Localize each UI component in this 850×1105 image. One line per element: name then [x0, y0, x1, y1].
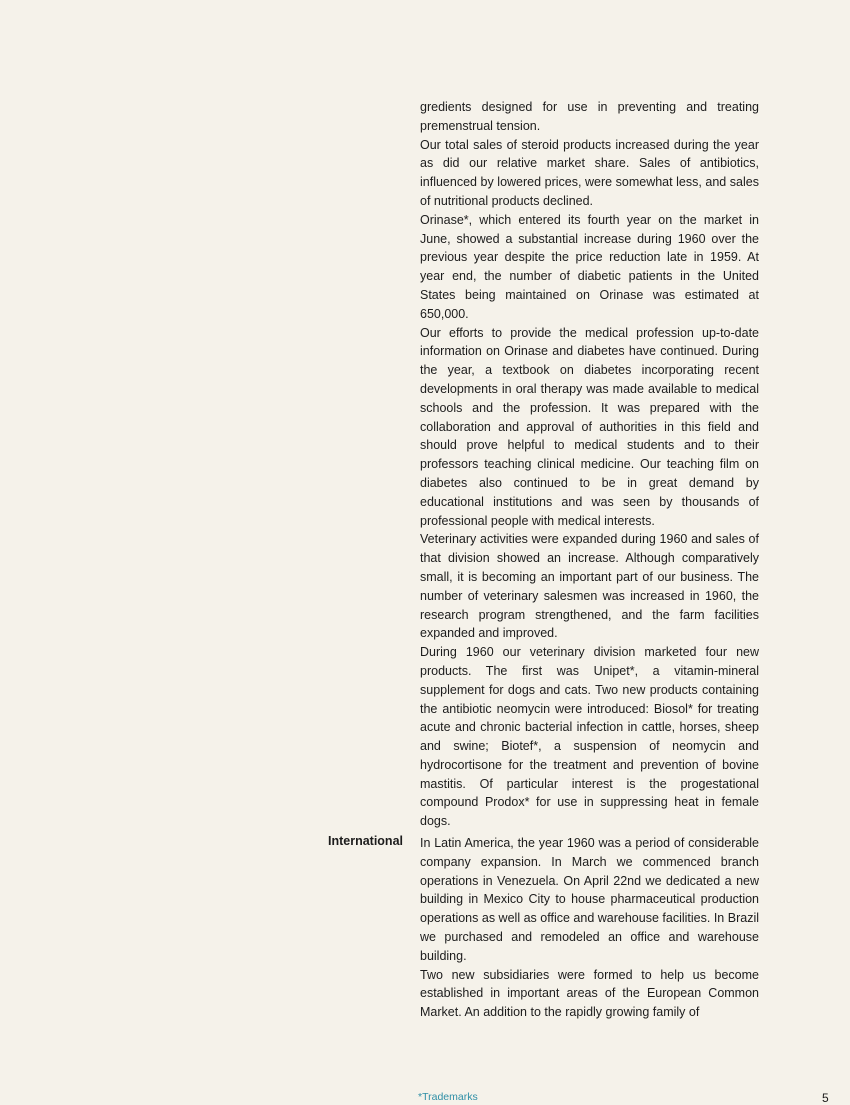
body-column-top — [420, 98, 759, 831]
paragraph-european-subsidiaries: Two new subsidiaries were formed to help us become established in important areas of the European Common Market. An addition to the rapidly growing family of — [420, 967, 759, 1020]
paragraph-veterinary-activities: Veterinary activities were expanded during 1960 and sales of that division showed an increase. Although comparatively small, it is becoming an important part of our business. The number of veterinary salesmen was increased in 1960, the research program strengthened, and the farm facilities expanded and improved. — [420, 532, 759, 641]
paragraph-veterinary-products: During 1960 our veterinary division marketed four new products. The first was Unipet*, a vitamin-mineral supplement for dogs and cats. Two new products containing the antibiotic neomycin were introduced: Biosol* for treating acute and chronic bacterial infection in cattle, horses, sheep and swine; Biotef*, a suspension of neomycin and hydrocortisone for the treatment and prevention of bovine mastitis. Of particular interest is the progestational compound Prodox* for use in suppressing heat in female dogs. — [420, 645, 759, 829]
paragraph-orinase: Orinase*, which entered its fourth year on the market in June, showed a substantial increase during 1960 over the previous year despite the price reduction late in 1959. At year end, the number of diabetic patients in the United States being maintained on Orinase was estimated at 650,000. — [420, 212, 759, 321]
paragraph-steroid-sales: Our total sales of steroid products increased during the year as did our relative market share. Sales of antibiotics, influenced by lowered prices, were somewhat less, and sales of nutritional products declined. — [420, 137, 759, 208]
body-column-international — [420, 834, 759, 1022]
page-number: 5 — [822, 1091, 829, 1105]
paragraph-medical-education: Our efforts to provide the medical profession up-to-date information on Orinase and diabetes have continued. During the year, a textbook on diabetes incorporating recent developments in oral therapy was made available to medical schools and the profession. It was prepared with the collaboration and approval of authorities in this field and should prove helpful to medical students and to their professors teaching clinical medicine. Our teaching film on diabetes also continued to be in great demand by educational institutions and was seen by thousands of professional people with medical interests. — [420, 325, 759, 528]
section-label-international: International — [327, 834, 403, 848]
paragraph-latin-america: In Latin America, the year 1960 was a period of considerable company expansion. In March we commenced branch operations in Venezuela. On April 22nd we dedicated a new building in Mexico City to house pharmaceutical production operations as well as office and warehouse facilities. In Brazil we purchased and remodeled an office and warehouse building. — [420, 836, 759, 963]
paragraph-premenstrual: gredients designed for use in preventing and treating premenstrual tension. — [420, 100, 759, 133]
footnote-trademarks: *Trademarks — [418, 1091, 478, 1103]
